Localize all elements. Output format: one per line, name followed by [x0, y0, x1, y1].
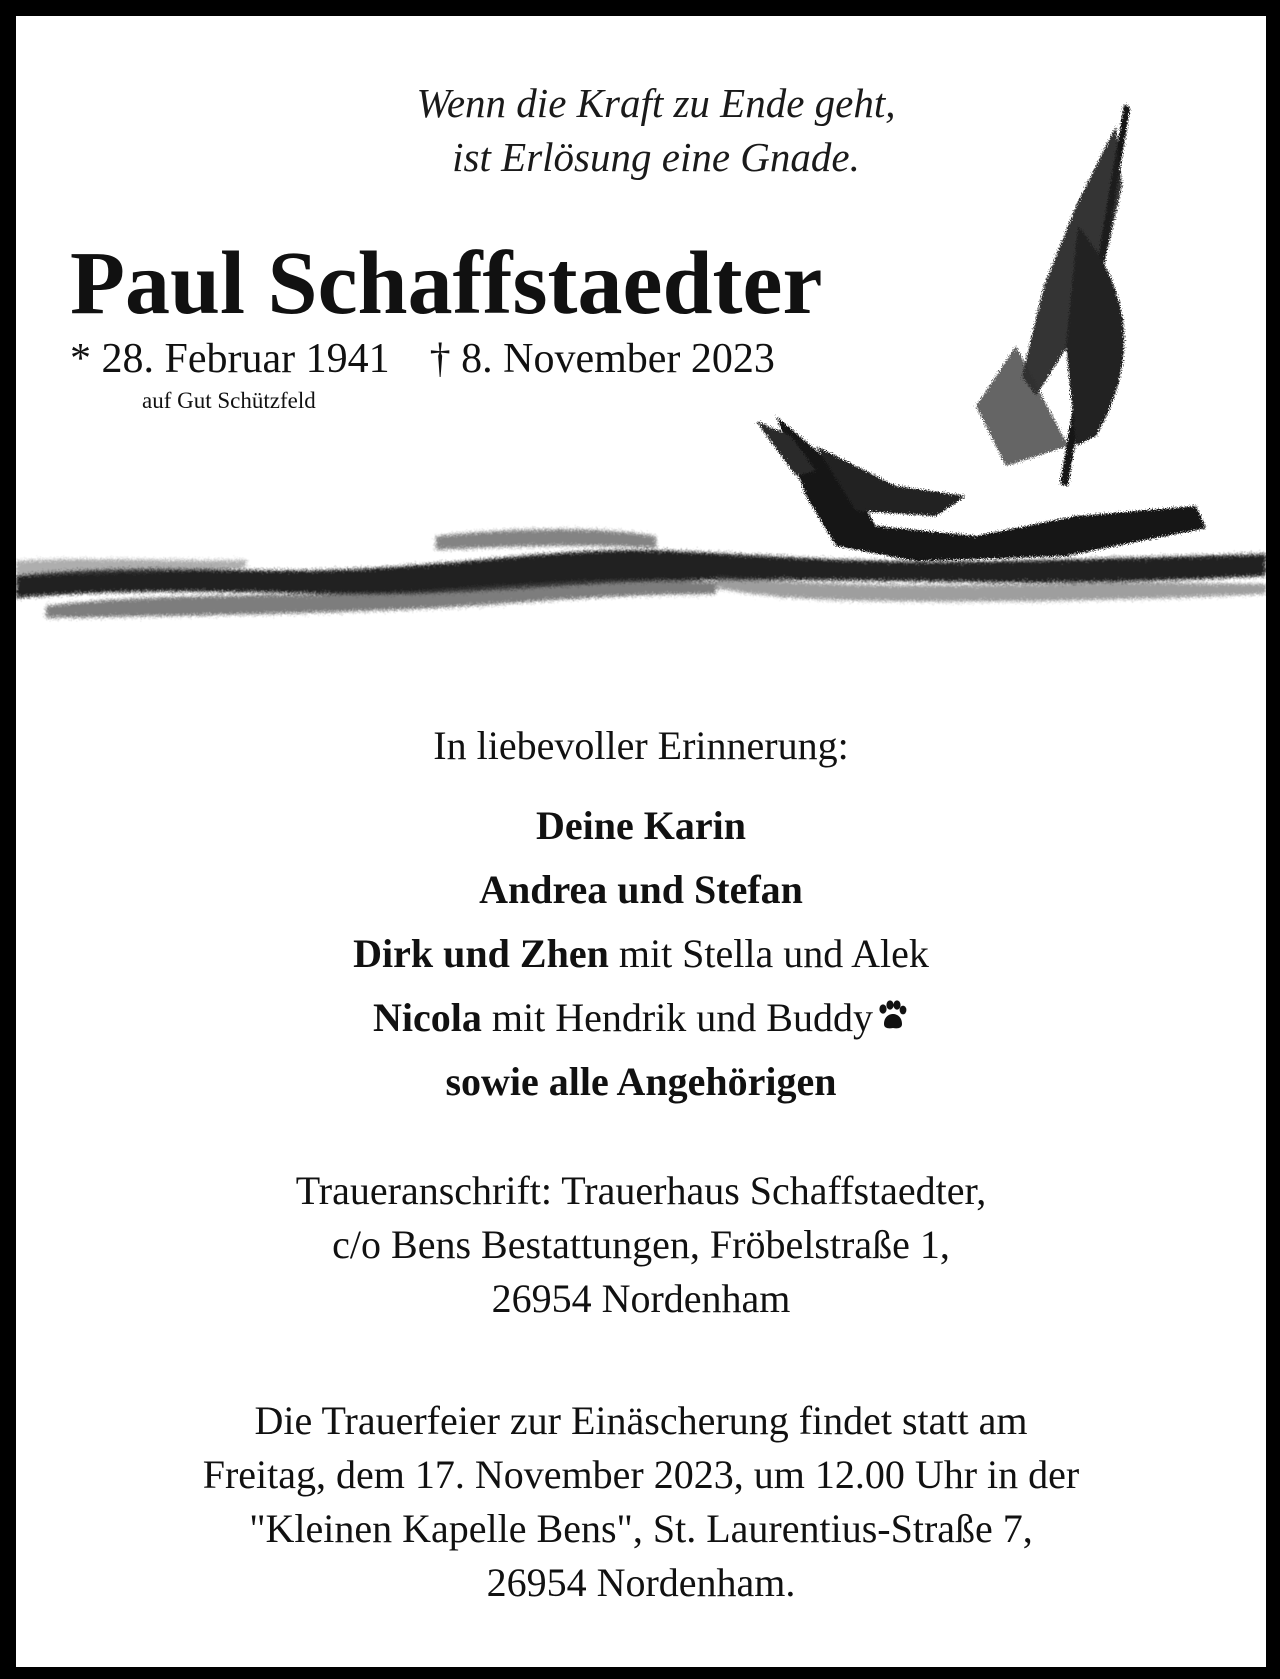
family-name-nicola: Nicola	[373, 995, 482, 1040]
paw-print-icon	[875, 999, 909, 1033]
ceremony-line-4: 26954 Nordenham.	[486, 1560, 796, 1605]
family-line-5	[16, 1050, 1266, 1114]
deceased-name: Paul Schaffstaedter	[70, 234, 823, 333]
family-name-andrea-stefan: Andrea und Stefan	[479, 867, 803, 912]
mourning-address	[16, 1164, 1266, 1326]
death-date: † 8. November 2023	[429, 336, 775, 382]
ceremony-line-2: Freitag, dem 17. November 2023, um 12.00 Uhr in der	[202, 1452, 1080, 1497]
life-dates	[70, 334, 775, 384]
family-name-dirk-zhen: Dirk und Zhen	[353, 931, 609, 976]
family-line-3-rest: mit Stella und Alek	[608, 931, 929, 976]
family-name-karin: Deine Karin	[536, 803, 746, 848]
ceremony-line-1: Die Trauerfeier zur Einäscherung findet statt am	[254, 1398, 1028, 1443]
ceremony-line-3: "Kleinen Kapelle Bens", St. Laurentius-Straße 7,	[249, 1506, 1033, 1551]
address-line-3: 26954 Nordenham	[491, 1276, 791, 1321]
address-line-2: c/o Bens Bestattungen, Fröbelstraße 1,	[332, 1222, 950, 1267]
ceremony-info	[16, 1394, 1266, 1610]
family-line-2	[16, 858, 1266, 922]
family-list	[16, 794, 1266, 1114]
family-relatives: sowie alle Angehörigen	[445, 1059, 837, 1104]
birth-date: * 28. Februar 1941	[70, 336, 390, 382]
family-line-1	[16, 794, 1266, 858]
family-line-4-rest: mit Hendrik und Buddy	[481, 995, 873, 1040]
memory-heading: In liebevoller Erinnerung:	[433, 723, 849, 768]
motto-line-1: Wenn die Kraft zu Ende geht,	[416, 80, 896, 126]
motto-line-2: ist Erlösung eine Gnade.	[452, 134, 860, 180]
address-line-1: Traueranschrift: Trauerhaus Schaffstaedter,	[295, 1168, 987, 1213]
family-line-4	[16, 986, 1266, 1050]
place-of-death: auf Gut Schützfeld	[142, 388, 316, 413]
motto-quote	[286, 76, 1026, 184]
obituary-notice	[16, 16, 1266, 1667]
family-line-3	[16, 922, 1266, 986]
